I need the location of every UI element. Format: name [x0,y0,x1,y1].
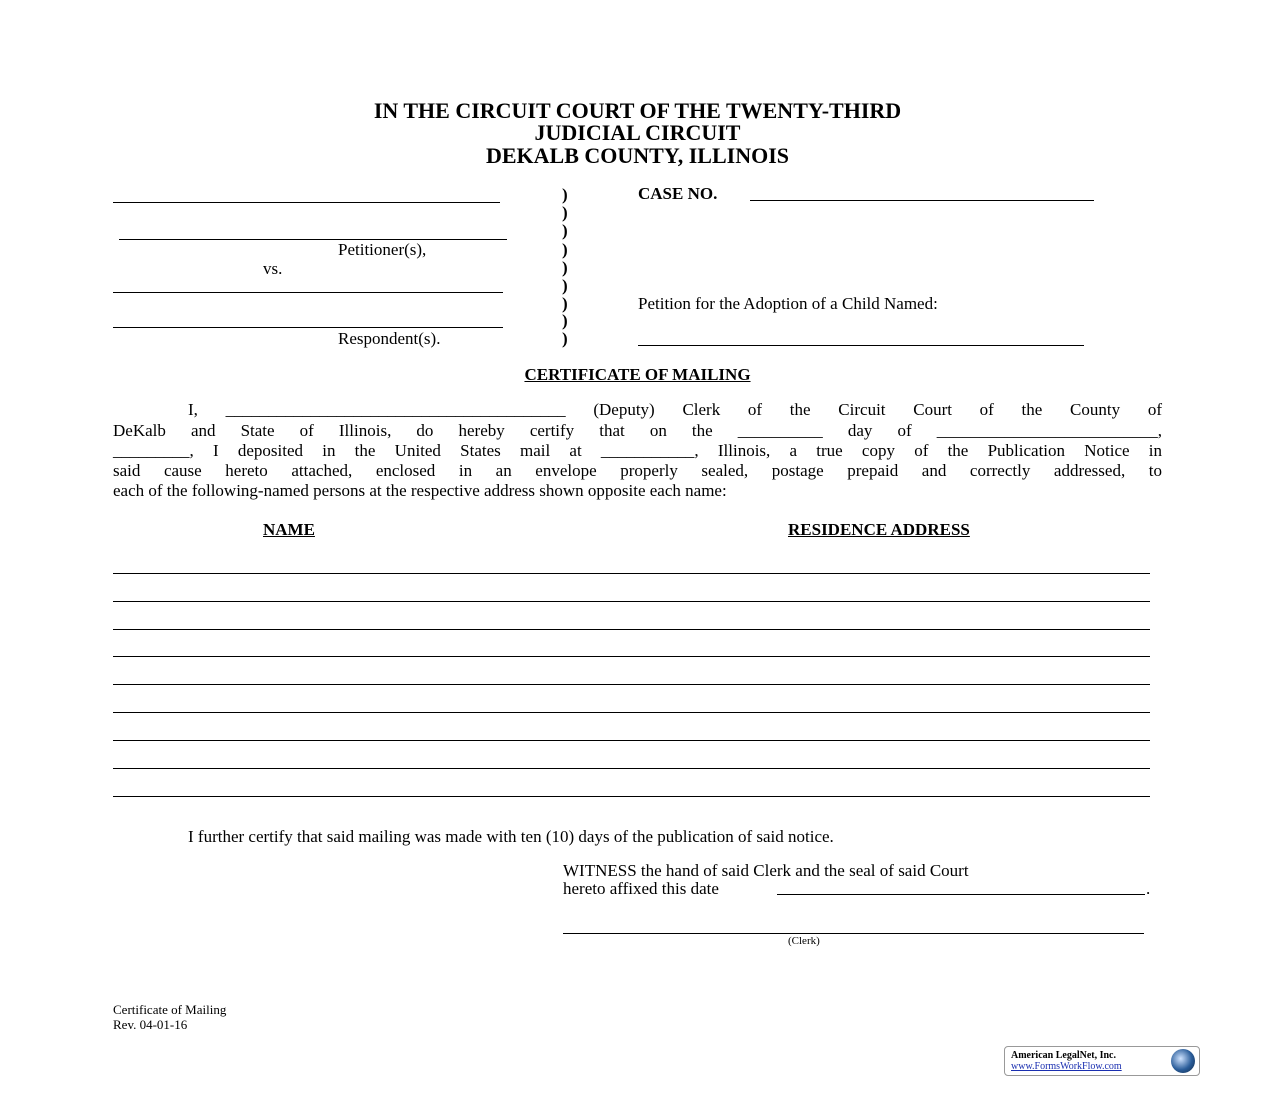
paragraph-line: said cause hereto attached, enclosed in an envelope properly sealed, postage prepaid and correctly addressed, to [113,461,1162,480]
name-column-header: NAME [263,520,315,539]
recipient-line[interactable] [113,601,1150,602]
recipient-line[interactable] [113,768,1150,769]
caption-paren: ) [562,329,568,348]
footer-form-name: Certificate of Mailing [113,1002,227,1017]
caption-paren: ) [562,294,568,313]
respondent-label: Respondent(s). [338,329,441,348]
logo-url-link[interactable]: www.FormsWorkFlow.com [1011,1061,1122,1072]
petition-text: Petition for the Adoption of a Child Named: [638,294,938,313]
caption-paren: ) [562,276,568,295]
caption-paren: ) [562,221,568,240]
date-field[interactable] [777,894,1145,895]
witness-period: . [1146,879,1151,898]
caption-paren: ) [562,185,568,204]
recipient-line[interactable] [113,740,1150,741]
recipient-line[interactable] [113,796,1150,797]
caption-paren: ) [562,203,568,222]
globe-icon [1171,1049,1195,1073]
recipient-line[interactable] [113,712,1150,713]
court-title-line-1: IN THE CIRCUIT COURT OF THE TWENTY-THIRD [373,98,902,123]
american-legalnet-logo[interactable] [1004,1046,1200,1076]
caption-paren: ) [562,311,568,330]
court-title-line-2: JUDICIAL CIRCUIT [534,120,741,145]
court-title-line-3: DEKALB COUNTY, ILLINOIS [486,143,789,168]
petitioner-name-line-2[interactable] [119,239,507,240]
paragraph-line: each of the following-named persons at the respective address shown opposite each name: [113,481,727,500]
address-column-header: RESIDENCE ADDRESS [788,520,970,539]
witness-text-2: hereto affixed this date [563,879,719,898]
caption-paren: ) [562,240,568,259]
footer-revision: Rev. 04-01-16 [113,1017,188,1032]
logo-company: American LegalNet, Inc. [1011,1050,1116,1061]
respondent-name-line-2[interactable] [113,327,503,328]
witness-text-1: WITNESS the hand of said Clerk and the seal of said Court [563,861,969,880]
petitioner-name-line-1[interactable] [113,202,500,203]
respondent-name-line-1[interactable] [113,292,503,293]
caption-paren: ) [562,258,568,277]
clerk-label: (Clerk) [788,935,820,947]
paragraph-line: _________, I deposited in the United States mail at ___________, Illinois, a true copy of the Publication Notice in [113,441,1162,460]
recipient-line[interactable] [113,573,1150,574]
paragraph-line: I, ________________________________________ (Deputy) Clerk of the Circuit Court of the County of [188,400,1162,419]
case-no-field[interactable] [750,200,1094,201]
recipient-line[interactable] [113,684,1150,685]
petitioner-label: Petitioner(s), [338,240,427,259]
clerk-signature-line[interactable] [563,933,1144,934]
vs-label: vs. [263,259,283,278]
paragraph-line: DeKalb and State of Illinois, do hereby certify that on the __________ day of __________________________, [113,421,1162,440]
further-certify-text: I further certify that said mailing was made with ten (10) days of the publication of said notice. [188,827,834,846]
case-no-label: CASE NO. [638,184,718,203]
child-name-field[interactable] [638,345,1084,346]
recipient-line[interactable] [113,656,1150,657]
recipient-line[interactable] [113,629,1150,630]
certificate-title: CERTIFICATE OF MAILING [524,365,751,384]
